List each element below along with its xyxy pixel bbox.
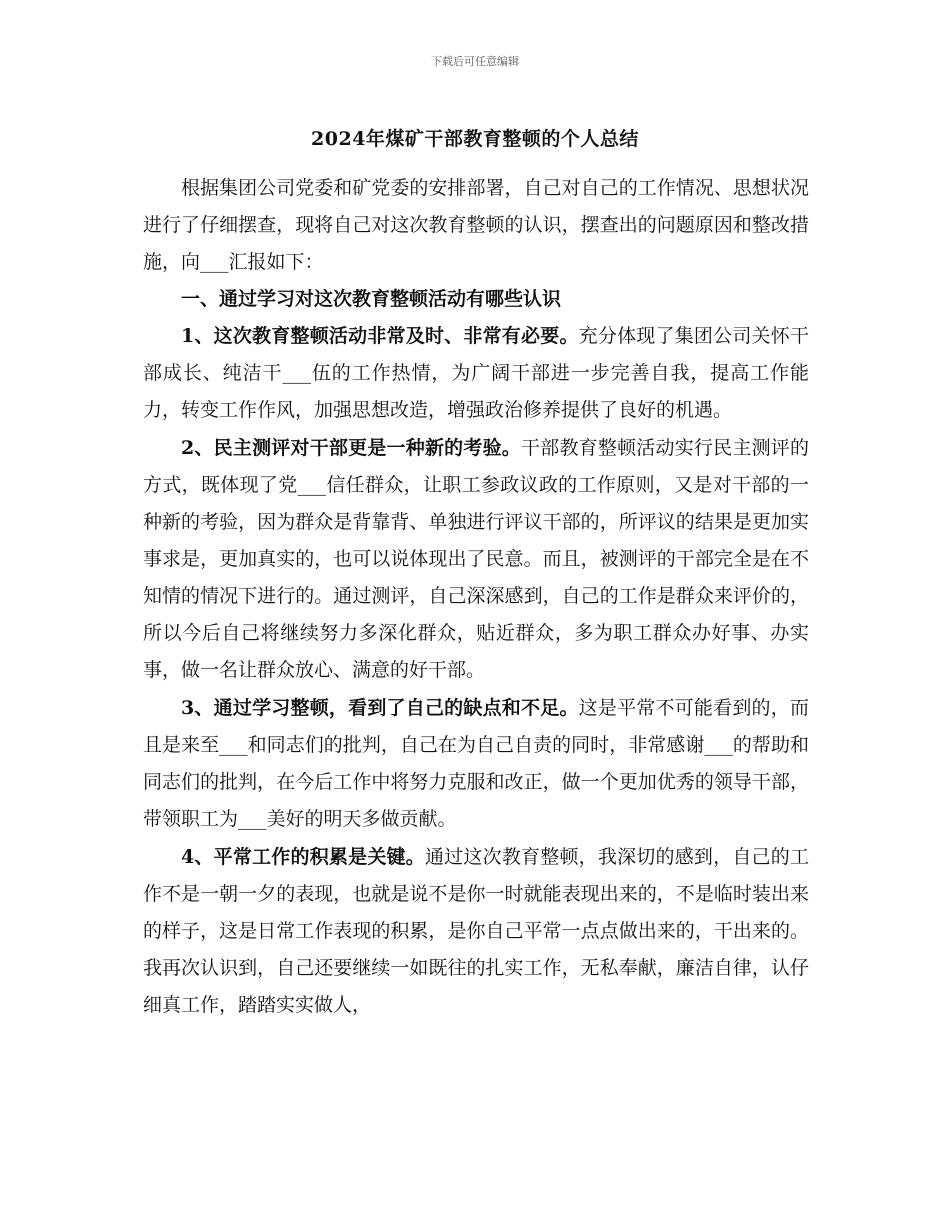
point-paragraph-2: [143, 430, 809, 689]
point-paragraph-1: [143, 318, 809, 429]
point-text: 充分体现了集团公司关怀干部成长、纯洁干___伍的工作热情，为广阔干部进一步完善自我，提高工作能力，转变工作作风，加强思想改造，增强政治修养提供了良好的机遇。: [143, 325, 809, 421]
document-title: 2024年煤矿干部教育整顿的个人总结: [311, 128, 639, 150]
point-lead: 1、这次教育整顿活动非常及时、非常有必要。: [181, 325, 579, 347]
point-text: 这是平常不可能看到的，而且是来至___和同志们的批判，自己在为自己自责的同时，非常感谢___的帮助和同志们的批判，在今后工作中将努力克服和改正，做一个更加优秀的领导干部，带领职工为___美好的明天多做贡献。: [143, 697, 809, 830]
point-paragraph-3: [143, 690, 809, 838]
point-text: 干部教育整顿活动实行民主测评的方式，既体现了党___信任群众，让职工参政议政的工作原则，又是对干部的一种新的考验，因为群众是背靠背、单独进行评议干部的，所评议的结果是更加实事求是，更加真实的，也可以说体现出了民意。而且，被测评的干部完全是在不知情的情况下进行的。通过测评，自己深深感到，自己的工作是群众来评价的，所以今后自己将继续努力多深化群众，贴近群众，多为职工群众办好事、办实事，做一名让群众放心、满意的好干部。: [143, 437, 809, 681]
section-heading-1: 一、通过学习对这次教育整顿活动有哪些认识: [181, 288, 562, 310]
point-lead: 4、平常工作的积累是关键。: [181, 846, 425, 868]
point-lead: 3、通过学习整顿，看到了自己的缺点和不足。: [181, 697, 579, 719]
intro-paragraph: 根据集团公司党委和矿党委的安排部署，自己对自己的工作情况、思想状况进行了仔细摆查，现将自己对这次教育整顿的认识，摆查出的问题原因和整改措施，向___汇报如下：: [143, 177, 809, 273]
document-body: [143, 170, 809, 1024]
point-lead: 2、民主测评对干部更是一种新的考验。: [181, 437, 522, 459]
point-text: 通过这次教育整顿，我深切的感到，自己的工作不是一朝一夕的表现，也就是说不是你一时就能表现出来的，不是临时装出来的样子，这是日常工作表现的积累，是你自己平常一点点做出来的，干出来的。我再次认识到，自己还要继续一如既往的扎实工作，无私奉献，廉洁自律，认仔细真工作，踏踏实实做人，: [143, 846, 809, 1016]
page-header-note: 下载后可任意编辑: [431, 55, 519, 68]
point-paragraph-4: [143, 839, 809, 1024]
